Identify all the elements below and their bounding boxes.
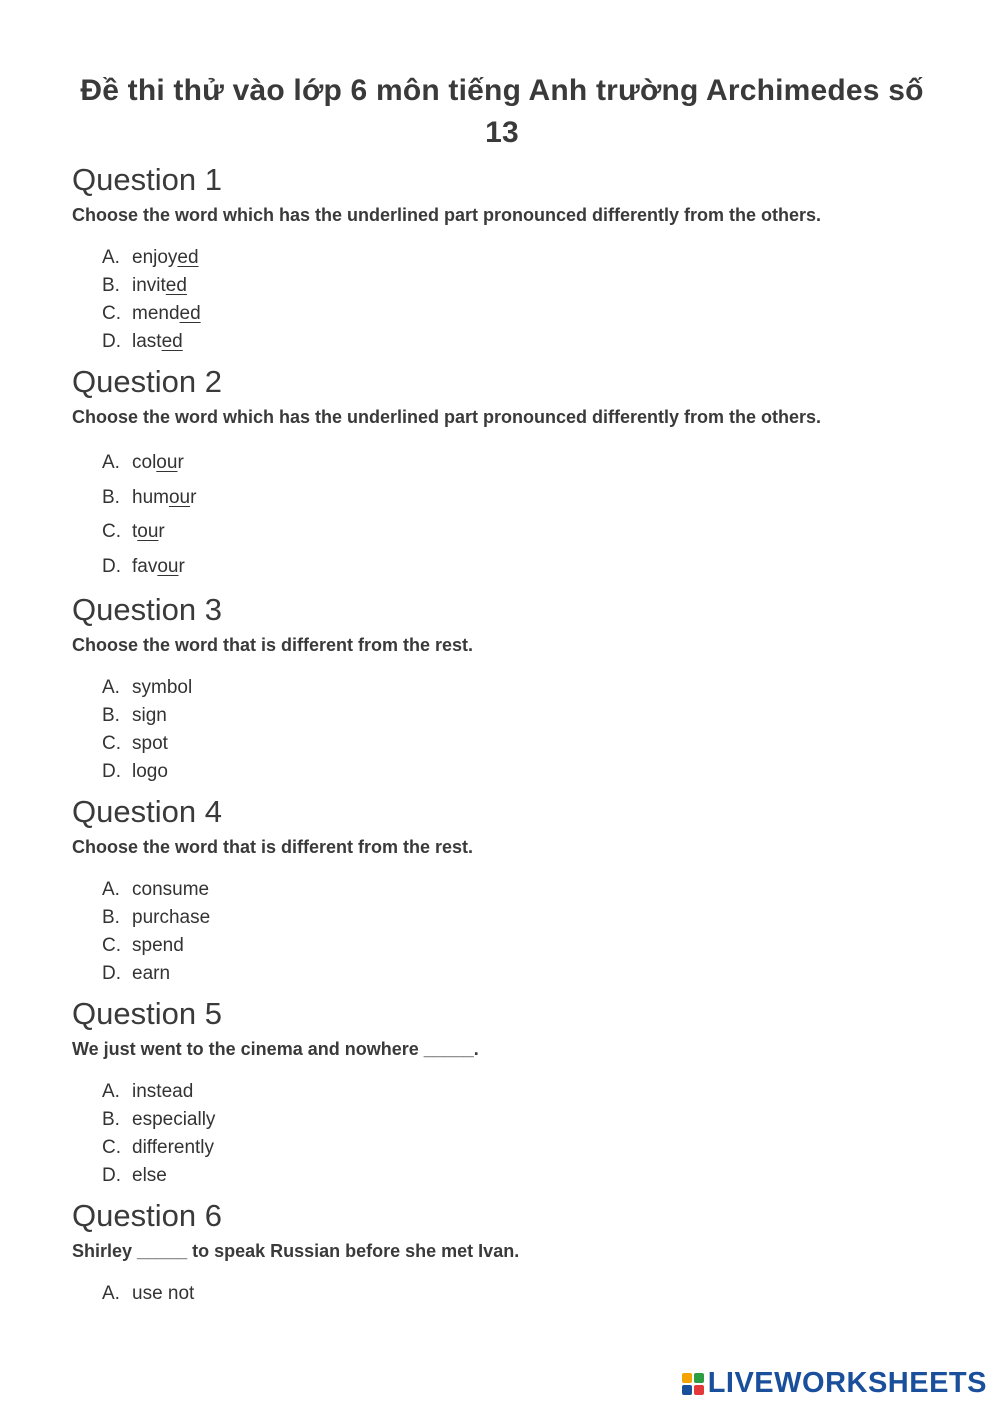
option-letter: D.	[102, 963, 121, 984]
option-a[interactable]	[102, 876, 932, 904]
option-d[interactable]	[102, 960, 932, 988]
question-heading: Question 2	[72, 364, 222, 399]
option-b[interactable]	[102, 904, 932, 932]
option-text: use not	[132, 1283, 195, 1304]
question-prompt: Choose the word that is different from the rest.	[72, 837, 474, 857]
option-b[interactable]	[102, 481, 932, 516]
question-heading: Question 6	[72, 1198, 222, 1233]
option-letter: B.	[102, 275, 120, 296]
question-4	[72, 794, 932, 988]
option-letter: C.	[102, 1137, 121, 1158]
logo-mark-icon	[682, 1373, 704, 1395]
option-c[interactable]	[102, 1134, 932, 1162]
question-prompt: Choose the word that is different from the rest.	[72, 635, 474, 655]
option-d[interactable]	[102, 1162, 932, 1190]
option-letter: A.	[102, 879, 120, 900]
liveworksheets-logo[interactable]	[682, 1367, 987, 1400]
option-letter: B.	[102, 486, 120, 508]
question-5	[72, 996, 932, 1190]
option-letter: B.	[102, 1109, 120, 1130]
option-letter: D.	[102, 761, 121, 782]
logo-text: LIVEWORKSHEETS	[707, 1367, 987, 1399]
option-text: spend	[132, 935, 184, 956]
option-letter: D.	[102, 555, 121, 577]
option-letter: B.	[102, 705, 120, 726]
answer-options	[72, 1280, 932, 1308]
question-heading: Question 4	[72, 794, 222, 829]
logo-square-1	[682, 1373, 692, 1383]
question-heading: Question 1	[72, 162, 222, 197]
option-a[interactable]	[102, 446, 932, 481]
option-text: earn	[132, 963, 171, 984]
option-c[interactable]	[102, 515, 932, 550]
option-letter: A.	[102, 1283, 120, 1304]
answer-options	[72, 1078, 932, 1190]
page-title: Đề thi thử vào lớp 6 môn tiếng Anh trường Archimedes số 13	[80, 74, 924, 149]
question-prompt: We just went to the cinema and nowhere _____.	[72, 1039, 479, 1059]
option-letter: A.	[102, 677, 120, 698]
option-letter: D.	[102, 1165, 121, 1186]
option-text: tour	[132, 521, 165, 542]
option-letter: A.	[102, 1081, 120, 1102]
option-text: colour	[132, 452, 184, 473]
option-text: else	[132, 1165, 167, 1186]
option-text: especially	[132, 1109, 216, 1130]
option-letter: C.	[102, 521, 121, 542]
question-prompt: Shirley _____ to speak Russian before she met Ivan.	[72, 1241, 520, 1261]
option-d[interactable]	[102, 550, 932, 585]
option-text: differently	[132, 1137, 215, 1158]
answer-options	[72, 244, 932, 356]
option-text: favour	[132, 555, 185, 577]
option-text: enjoyed	[132, 247, 199, 268]
question-heading: Question 3	[72, 592, 222, 627]
answer-options	[72, 674, 932, 786]
option-letter: D.	[102, 331, 121, 352]
option-letter: A.	[102, 452, 120, 473]
option-c[interactable]	[102, 730, 932, 758]
option-letter: C.	[102, 935, 121, 956]
option-letter: C.	[102, 733, 121, 754]
option-letter: C.	[102, 303, 121, 324]
option-d[interactable]	[102, 758, 932, 786]
option-text: humour	[132, 486, 197, 508]
question-prompt: Choose the word which has the underlined part pronounced differently from the others.	[72, 205, 822, 225]
option-letter: A.	[102, 247, 120, 268]
option-b[interactable]	[102, 1106, 932, 1134]
option-c[interactable]	[102, 932, 932, 960]
option-letter: B.	[102, 907, 120, 928]
option-c[interactable]	[102, 300, 932, 328]
option-b[interactable]	[102, 702, 932, 730]
logo-square-2	[694, 1373, 704, 1383]
question-2	[72, 364, 932, 584]
answer-options	[72, 876, 932, 988]
option-text: sign	[132, 705, 167, 726]
question-prompt: Choose the word which has the underlined part pronounced differently from the others.	[72, 407, 822, 427]
option-text: invited	[132, 275, 187, 296]
option-a[interactable]	[102, 674, 932, 702]
option-b[interactable]	[102, 272, 932, 300]
option-a[interactable]	[102, 244, 932, 272]
option-text: symbol	[132, 677, 193, 698]
option-text: lasted	[132, 331, 183, 352]
worksheet-page	[72, 70, 932, 1308]
option-text: spot	[132, 733, 168, 754]
option-a[interactable]	[102, 1280, 932, 1308]
question-6	[72, 1198, 932, 1308]
option-text: purchase	[132, 907, 211, 928]
option-text: logo	[132, 761, 168, 782]
logo-square-3	[682, 1385, 692, 1395]
option-d[interactable]	[102, 328, 932, 356]
option-text: consume	[132, 879, 210, 900]
option-text: instead	[132, 1081, 194, 1102]
answer-options	[72, 446, 932, 584]
question-1	[72, 162, 932, 356]
option-text: mended	[132, 303, 201, 324]
option-a[interactable]	[102, 1078, 932, 1106]
logo-square-4	[694, 1385, 704, 1395]
question-heading: Question 5	[72, 996, 222, 1031]
question-3	[72, 592, 932, 786]
